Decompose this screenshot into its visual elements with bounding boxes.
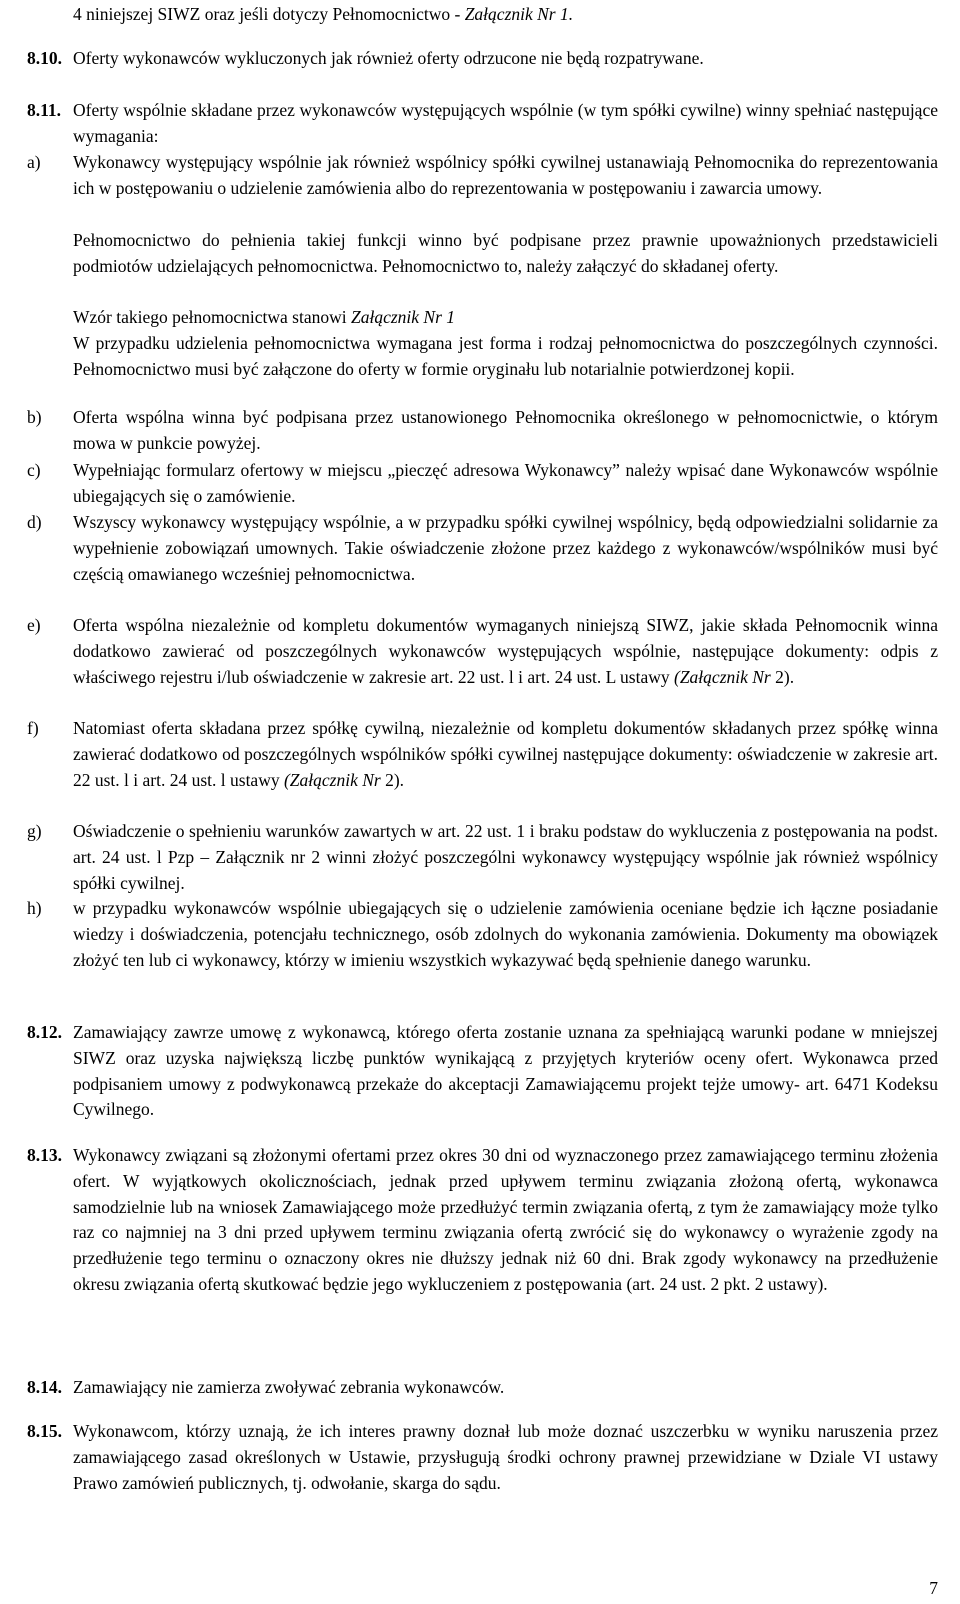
item-h-text: w przypadku wykonawców wspólnie ubiegających się o udzielenie zamówienia oceniane będzie ich łączne posiadanie wiedzy i doświadczenia, potencjału technicznego, osób zdolnych do wykonania zamówienia. Dokumenty ma obowiązek złożyć ten lub ci wykonawcy, którzy w imieniu wszystkich wykazywać będą spełnienie danego warunku.: [73, 898, 938, 970]
item-a-paragraph-1: Wykonawcy występujący wspólnie jak również wspólnicy spółki cywilnej ustanawiają Pełnomocnika do reprezentowania ich w postępowaniu o udzielenie zamówienia albo do reprezentowania w postępowaniu i zawarcia umowy.: [73, 152, 938, 198]
item-a-p3-text: Wzór takiego pełnomocnictwa stanowi: [73, 307, 351, 327]
item-f-body: Natomiast oferta składana przez spółkę cywilną, niezależnie od kompletu dokumentów składanych przez spółkę winna zawierać dodatkowo od poszczególnych wspólników spółki cywilnej następujące dokumenty: oświadczenie w zakresie art. 22 ust. l i art. 24 ust. l ustawy: [73, 718, 938, 790]
section-number-8-11: 8.11.: [27, 100, 62, 120]
item-e-label: e): [27, 615, 41, 635]
page-number: 7: [929, 1578, 938, 1598]
intro-line: [73, 2, 938, 28]
item-a-paragraph-4: W przypadku udzielenia pełnomocnictwa wymagana jest forma i rodzaj pełnomocnictwa do poszczególnych czynności. Pełnomocnictwo musi być załączone do oferty w formie oryginału lub notarialnie potwierdzonej kopii.: [73, 333, 938, 379]
item-f-label: f): [27, 718, 39, 738]
item-c-label: c): [27, 460, 41, 480]
item-b-label: b): [27, 407, 42, 427]
item-d-label: d): [27, 512, 42, 532]
section-8-13-text: Wykonawcy związani są złożonymi ofertami przez okres 30 dni od wyznaczonego przez zamawiającego terminu złożenia ofert. W wyjątkowych okolicznościach, jednak przed upływem terminu związania złożoną ofertą, wykonawca samodzielnie lub na wniosek Zamawiającego może przedłużyć termin związania ofertą, z tym że zamawiający może tylko raz co najmniej na 3 dni przed upływem terminu związania ofertą zwrócić się do wykonawcy o wyrażenie zgody na przedłużenie tego terminu o oznaczony okres nie dłuższy jednak niż 60 dni. Brak zgody wykonawcy na przedłużenie okresu związania ofertą skutkować będzie jego wykluczeniem z postępowania (art. 24 ust. 2 pkt. 2 ustawy).: [73, 1145, 938, 1294]
item-e-reference: (Załącznik Nr: [674, 666, 771, 687]
item-a-paragraph-2: Pełnomocnictwo do pełnienia takiej funkcji winno być podpisane przez prawnie upoważnionych przedstawicieli podmiotów udzielających pełnomocnictwa. Pełnomocnictwo to, należy załączyć do składanej oferty.: [73, 230, 938, 276]
item-g-label: g): [27, 821, 42, 841]
item-g-text: Oświadczenie o spełnieniu warunków zawartych w art. 22 ust. 1 i braku podstaw do wykluczenia z postępowania na podst. art. 24 ust. l Pzp – Załącznik nr 2 winni złożyć poszczególni wykonawcy występujący wspólnie jak również wspólnicy spółki cywilnej.: [73, 821, 938, 893]
section-8-14-text: Zamawiający nie zamierza zwoływać zebrania wykonawców.: [73, 1377, 505, 1397]
intro-reference: Załącznik Nr 1.: [464, 4, 574, 24]
section-8-15-text: Wykonawcom, którzy uznają, że ich interes prawny doznał lub może doznać uszczerbku w wyniku naruszenia przez zamawiającego zasad określonych w Ustawie, przysługują środki ochrony prawnej przewidziane w Dziale VI ustawy Prawo zamówień publicznych, tj. odwołanie, skarga do sądu.: [73, 1421, 938, 1493]
section-number-8-13: 8.13.: [27, 1145, 62, 1165]
item-f-tail: 2).: [380, 769, 405, 790]
section-number-8-10: 8.10.: [27, 48, 62, 68]
item-f-text: [73, 716, 938, 793]
section-number-8-12: 8.12.: [27, 1022, 62, 1042]
item-a-p3-reference: Załącznik Nr 1: [350, 307, 456, 327]
item-h-label: h): [27, 898, 42, 918]
item-a-paragraph-3: [73, 305, 938, 331]
item-e-text: [73, 613, 938, 690]
intro-text: 4 niniejszej SIWZ oraz jeśli dotyczy Pełnomocnictwo -: [73, 4, 465, 24]
item-f-reference: (Załącznik Nr: [283, 769, 381, 790]
item-d-text: Wszyscy wykonawcy występujący wspólnie, a w przypadku spółki cywilnej wspólnicy, będą odpowiedzialni solidarnie za wypełnienie zobowiązań umownych. Takie oświadczenie złożone przez każdego z wykonawców/wspólników musi być częścią omawianego wcześniej pełnomocnictwa.: [73, 512, 938, 584]
section-number-8-15: 8.15.: [27, 1421, 62, 1441]
item-e-body: Oferta wspólna niezależnie od kompletu dokumentów wymaganych niniejszą SIWZ, jakie składa Pełnomocnik winna dodatkowo zawierać od poszczególnych wykonawców występujących wspólnie, następujące dokumenty: odpis z właściwego rejestru i/lub oświadczenie w zakresie art. 22 ust. l i art. 24 ust. L ustawy: [73, 615, 938, 687]
item-a-label: a): [27, 152, 41, 172]
item-b-text: Oferta wspólna winna być podpisana przez ustanowionego Pełnomocnika określonego w pełnomocnictwie, o którym mowa w punkcie powyżej.: [73, 407, 938, 453]
section-number-8-14: 8.14.: [27, 1377, 62, 1397]
section-8-11-intro: Oferty wspólnie składane przez wykonawców występujących wspólnie (w tym spółki cywilne) winny spełniać następujące wymagania:: [73, 100, 938, 146]
section-8-10-text: Oferty wykonawców wykluczonych jak również oferty odrzucone nie będą rozpatrywane.: [73, 48, 704, 68]
item-c-text: Wypełniając formularz ofertowy w miejscu „pieczęć adresowa Wykonawcy” należy wpisać dane Wykonawców wspólnie ubiegających się o zamówienie.: [73, 460, 938, 506]
section-8-12-text: Zamawiający zawrze umowę z wykonawcą, którego oferta zostanie uznana za spełniającą warunki podane w mniejszej SIWZ oraz uzyska największą liczbę punktów wynikającą z przyjętych kryteriów oceny ofert. Wykonawca przed podpisaniem umowy z podwykonawcą przekaże do akceptacji Zamawiającemu projekt tejże umowy- art. 6471 Kodeksu Cywilnego.: [73, 1022, 938, 1120]
item-e-tail: 2).: [770, 666, 795, 687]
